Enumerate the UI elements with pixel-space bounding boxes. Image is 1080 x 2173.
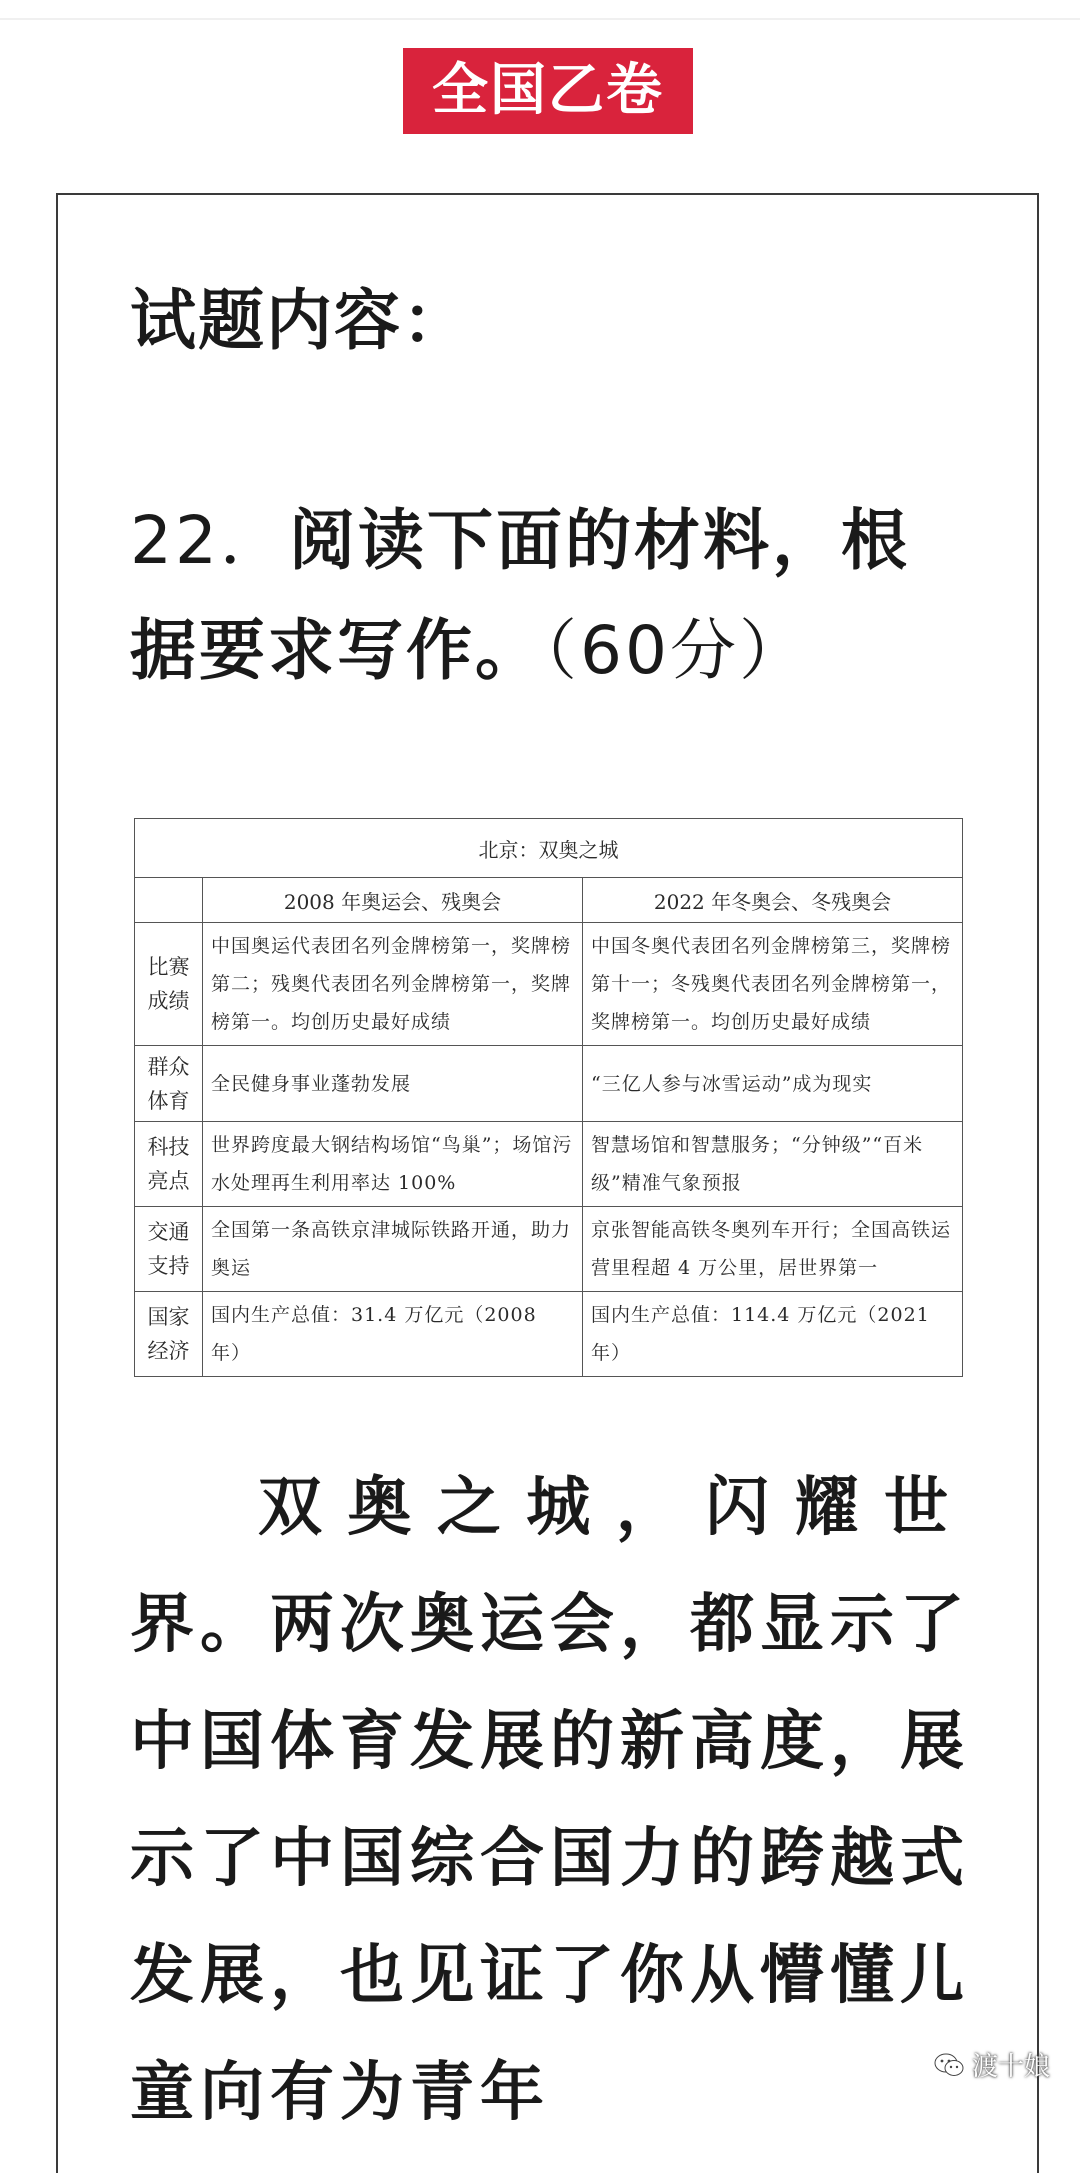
row-label-economy: 国家经济 xyxy=(135,1292,203,1377)
table-corner-cell xyxy=(135,878,203,923)
essay-first-phrase: 双奥之城，闪耀世 xyxy=(258,1471,970,1545)
row-label-technology: 科技亮点 xyxy=(135,1122,203,1207)
row-label-mass-sports: 群众体育 xyxy=(135,1046,203,1122)
question-number: 22． xyxy=(130,502,289,579)
exam-badge: 全国乙卷 xyxy=(403,48,693,134)
cell-transport-2022: 京张智能高铁冬奥列车开行；全国高铁运营里程超 4 万公里，居世界第一 xyxy=(583,1207,963,1292)
cell-mass-sports-2022: “三亿人参与冰雪运动”成为现实 xyxy=(583,1046,963,1122)
cell-technology-2022: 智慧场馆和智慧服务；“分钟级”“百米级”精准气象预报 xyxy=(583,1122,963,1207)
top-divider xyxy=(0,18,1080,20)
cell-economy-2008: 国内生产总值：31.4 万亿元（2008 年） xyxy=(203,1292,583,1377)
essay-paragraph xyxy=(130,1450,970,2152)
table-caption: 北京：双奥之城 xyxy=(135,819,963,878)
cell-mass-sports-2008: 全民健身事业蓬勃发展 xyxy=(203,1046,583,1122)
cell-competition-2022: 中国冬奥代表团名列金牌榜第三，奖牌榜第十一；冬残奥代表团名列金牌榜第一，奖牌榜第一。均创历史最好成绩 xyxy=(583,923,963,1046)
wechat-icon xyxy=(934,2052,964,2078)
cell-technology-2008: 世界跨度最大钢结构场馆“鸟巢”；场馆污水处理再生利用率达 100% xyxy=(203,1122,583,1207)
section-heading: 试题内容： xyxy=(130,282,470,359)
question-text: 阅读下面的材料，根据要求写作。 xyxy=(130,502,910,689)
table-header-2008: 2008 年奥运会、残奥会 xyxy=(203,878,583,923)
material-table xyxy=(134,818,963,1377)
watermark xyxy=(934,2046,1050,2083)
question-prompt xyxy=(130,486,970,706)
row-label-competition: 比赛成绩 xyxy=(135,923,203,1046)
watermark-text: 渡十娘 xyxy=(971,2052,1050,2082)
row-label-transport: 交通支持 xyxy=(135,1207,203,1292)
essay-body: 界。两次奥运会，都显示了中国体育发展的新高度，展示了中国综合国力的跨越式发展，也见证了你从懵懂儿童向有为青年 xyxy=(130,1588,970,2130)
table-header-2022: 2022 年冬奥会、冬残奥会 xyxy=(583,878,963,923)
cell-transport-2008: 全国第一条高铁京津城际铁路开通，助力奥运 xyxy=(203,1207,583,1292)
cell-economy-2022: 国内生产总值：114.4 万亿元（2021 年） xyxy=(583,1292,963,1377)
cell-competition-2008: 中国奥运代表团名列金牌榜第一，奖牌榜第二；残奥代表团名列金牌榜第一，奖牌榜第一。均创历史最好成绩 xyxy=(203,923,583,1046)
question-score: （60分） xyxy=(544,612,808,689)
